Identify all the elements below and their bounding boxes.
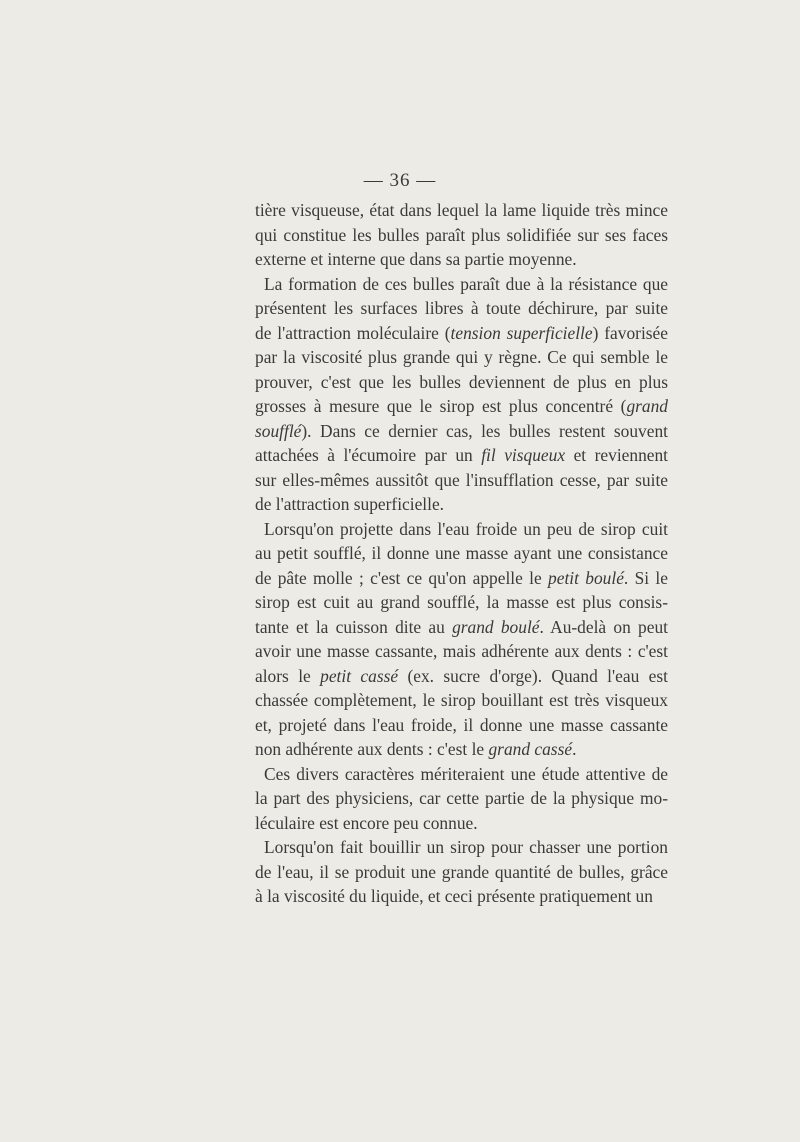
text-segment: grosses à mesure que le sirop est plus concentré ( <box>255 396 627 416</box>
text-segment: La formation de ces bulles paraît due à la résistance que <box>264 273 668 294</box>
text-segment: . <box>572 739 577 759</box>
italic-term: grand cassé <box>488 739 573 759</box>
text-line <box>255 492 668 517</box>
text-line <box>255 443 668 468</box>
text-line <box>255 811 668 836</box>
text-segment: prouver, c'est que les bulles deviennent de plus en plus <box>255 371 668 392</box>
text-line <box>255 370 668 395</box>
text-segment: Lorsqu'on fait bouillir un sirop pour chasser une portion <box>264 837 668 857</box>
text-line <box>255 664 668 689</box>
text-line <box>255 688 668 713</box>
text-line <box>255 639 668 664</box>
italic-term: tension superficielle <box>450 322 593 343</box>
text-segment: Ces divers caractères mériteraient une étude attentive de <box>264 763 668 784</box>
text-segment: par la viscosité plus grande qui y règne. Ce qui semble le <box>255 347 668 367</box>
text-segment: sur elles-mêmes aussitôt que l'insufflation cesse, par suite <box>255 469 668 490</box>
italic-term: petit cassé <box>320 665 399 686</box>
text-segment: attachées à l'écumoire par un <box>255 445 482 465</box>
text-line <box>255 247 668 272</box>
italic-term: fil visqueux <box>481 445 566 465</box>
text-line <box>255 517 668 542</box>
text-line <box>255 541 668 566</box>
text-line <box>255 737 668 762</box>
text-line <box>255 223 668 248</box>
text-segment: chassée complètement, le sirop bouillant est très visqueux <box>255 690 668 710</box>
text-segment: de l'attraction moléculaire ( <box>255 322 451 343</box>
text-segment: de l'eau, il se produit une grande quantité de bulles, grâce <box>255 861 668 882</box>
text-segment: tière visqueuse, état dans lequel la lame liquide très mince <box>255 200 668 220</box>
text-line <box>255 713 668 738</box>
text-segment: de l'attraction superficielle. <box>255 494 445 514</box>
text-line <box>255 394 668 419</box>
text-line <box>255 272 668 297</box>
text-segment: au petit soufflé, il donne une masse ayant une consistance <box>255 543 668 563</box>
text-segment: et, projeté dans l'eau froide, il donne une masse cassante <box>255 714 668 735</box>
text-segment: externe et interne que dans sa partie moyenne. <box>255 249 577 269</box>
text-segment: . Au-delà on peut <box>539 616 668 637</box>
text-segment: sirop est cuit au grand soufflé, la masse est plus consis- <box>255 592 668 612</box>
text-segment: (ex. sucre d'orge). Quand l'eau est <box>398 665 668 686</box>
text-line <box>255 468 668 493</box>
text-segment: alors le <box>255 665 321 686</box>
italic-term: petit boulé <box>548 567 624 588</box>
italic-term: soufflé <box>255 420 302 441</box>
page-number: — 36 — <box>363 170 437 191</box>
text-line <box>255 615 668 640</box>
text-line <box>255 762 668 787</box>
text-segment: ) favorisée <box>592 322 668 343</box>
text-segment: Lorsqu'on projette dans l'eau froide un peu de sirop cuit <box>264 518 668 539</box>
text-line <box>255 786 668 811</box>
text-line <box>255 884 668 909</box>
text-segment: tante et la cuisson dite au <box>255 616 453 637</box>
text-segment: de pâte molle ; c'est ce qu'on appelle le <box>255 567 549 588</box>
text-segment: . Si le <box>623 567 668 588</box>
body-text <box>255 198 668 909</box>
text-segment: qui constitue les bulles paraît plus solidifiée sur ses faces <box>255 224 668 245</box>
text-line <box>255 566 668 591</box>
text-segment: léculaire est encore peu connue. <box>255 812 478 833</box>
text-segment: présentent les surfaces libres à toute déchirure, par suite <box>255 298 668 318</box>
italic-term: grand <box>626 396 668 416</box>
text-line <box>255 860 668 885</box>
text-segment: et reviennent <box>565 445 669 465</box>
italic-term: grand boulé <box>452 616 540 637</box>
text-line <box>255 321 668 346</box>
text-segment: ). Dans ce dernier cas, les bulles restent souvent <box>301 420 668 441</box>
text-segment: la part des physiciens, car cette partie de la physique mo- <box>255 788 668 808</box>
text-line <box>255 590 668 615</box>
text-segment: non adhérente aux dents : c'est le <box>255 739 489 759</box>
text-segment: avoir une masse cassante, mais adhérente aux dents : c'est <box>255 641 668 661</box>
text-line <box>255 198 668 223</box>
text-line <box>255 345 668 370</box>
text-line <box>255 835 668 860</box>
text-line <box>255 419 668 444</box>
text-line <box>255 296 668 321</box>
text-segment: à la viscosité du liquide, et ceci présente pratiquement un <box>255 886 653 906</box>
